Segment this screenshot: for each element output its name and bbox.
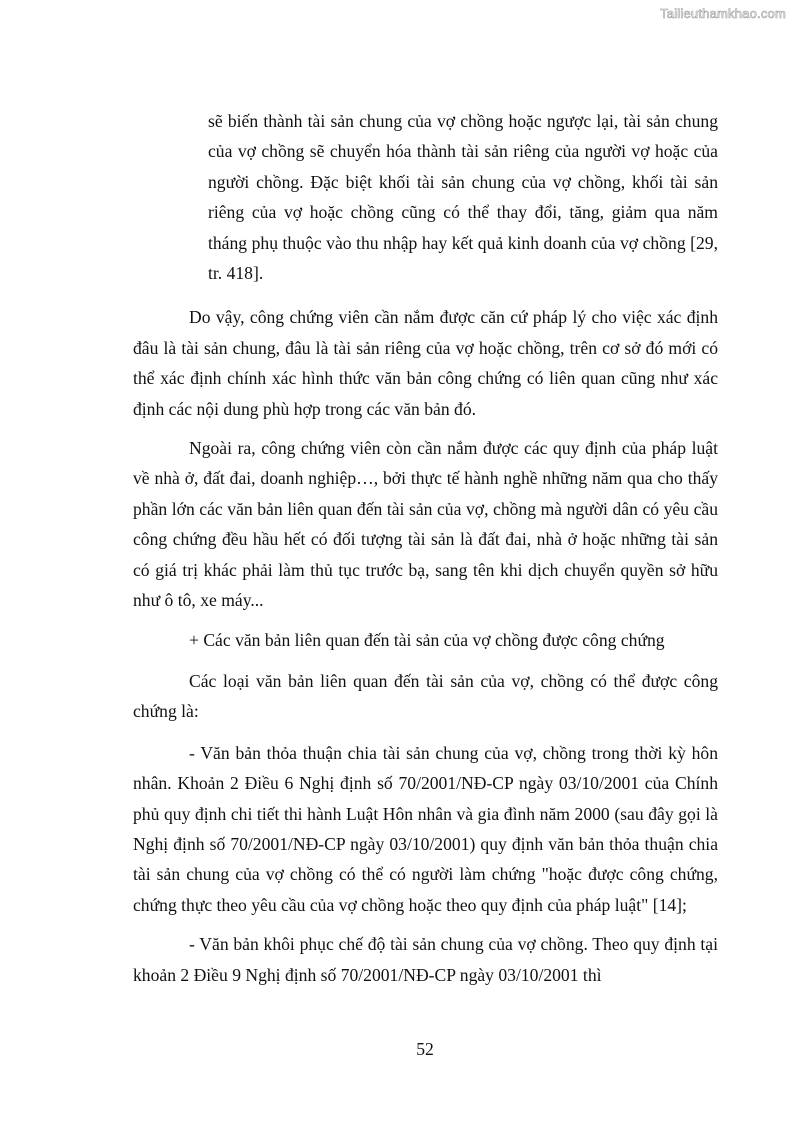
list-item-division-agreement: - Văn bản thỏa thuận chia tài sản chung của vợ, chồng trong thời kỳ hôn nhân. Khoản 2 Điều 6 Nghị định số 70/2001/NĐ-CP ngày 03/10/2001 của Chính phủ quy định chi tiết thi hành Luật Hôn nhân và gia đình năm 2000 (sau đây gọi là Nghị định số 70/2001/NĐ-CP ngày 03/10/2001) quy định văn bản thỏa thuận chia tài sản chung của vợ chồng có thể có người làm chứng "hoặc được công chứng, chứng thực theo yêu cầu của vợ chồng hoặc theo quy định của pháp luật" [14]; (133, 742, 718, 915)
paragraph-document-types: Các loại văn bản liên quan đến tài sản của vợ, chồng có thể được công chứng là: (133, 670, 718, 722)
paragraph-related-laws: Ngoài ra, công chứng viên còn cần nắm được các quy định của pháp luật về nhà ở, đất đai, doanh nghiệp…, bởi thực tế hành nghề những năm qua cho thấy phần lớn các văn bản liên quan đến tài sản của vợ, chồng mà người dân có yêu cầu công chứng đều hầu hết có đối tượng tài sản là đất đai, nhà ở hoặc những tài sản có giá trị khác phải làm thủ tục trước bạ, sang tên khi dịch chuyển quyền sở hữu như ô tô, xe máy... (133, 438, 718, 611)
document-body (133, 106, 718, 999)
block-quote: sẽ biến thành tài sản chung của vợ chồng hoặc ngược lại, tài sản chung của vợ chồng sẽ chuyển hóa thành tài sản riêng của người vợ hoặc của người chồng. Đặc biệt khối tài sản chung của vợ chồng, khối tài sản riêng của vợ hoặc chồng cũng có thể thay đổi, tăng, giảm qua năm tháng phụ thuộc vào thu nhập hay kết quả kinh doanh của vợ chồng [29, tr. 418]. (208, 111, 718, 284)
list-item-restoration: - Văn bản khôi phục chế độ tài sản chung của vợ chồng. Theo quy định tại khoản 2 Điều 9 Nghị định số 70/2001/NĐ-CP ngày 03/10/2001 thì (133, 934, 718, 985)
watermark-text: Tailieuthamkhao.com (660, 6, 786, 21)
paragraph-legal-basis: Do vậy, công chứng viên cần nắm được căn cứ pháp lý cho việc xác định đâu là tài sản chung, đâu là tài sản riêng của vợ hoặc chồng, trên cơ sở đó mới có thể xác định chính xác hình thức văn bản công chứng có liên quan cũng như xác định các nội dung phù hợp trong các văn bản đó. (133, 307, 718, 419)
section-heading: + Các văn bản liên quan đến tài sản của vợ chồng được công chứng (189, 629, 665, 650)
page-number: 52 (416, 1039, 434, 1059)
